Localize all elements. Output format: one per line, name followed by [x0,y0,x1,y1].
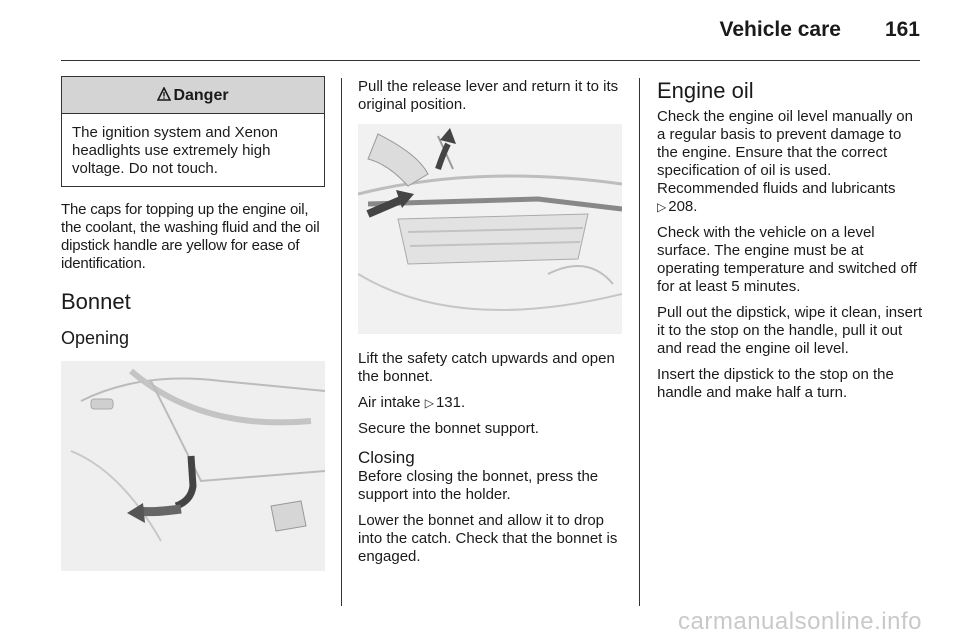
oil-ref: 208. [668,198,698,215]
header-rule [61,60,920,61]
illustration-release-lever [61,361,325,571]
closing-paragraph-1: Before closing the bonnet, press the support into the holder. [358,468,599,503]
section-heading-engine-oil: Engine oil [657,78,754,103]
oil-paragraph-2: Check with the vehicle on a level surface. The engine must be at operating temperature and switched off for at least 5 minutes. [657,224,917,295]
danger-text: The ignition system and Xenon headlights use extremely high voltage. Do not touch. [72,124,278,177]
oil-paragraph-1 [657,108,923,216]
subheading-opening: Opening [61,328,130,348]
section-title: Vehicle care [719,18,841,41]
column-divider-2 [639,78,640,606]
air-intake-ref: 131. [435,394,466,411]
page-header [720,18,920,42]
release-paragraph: Pull the release lever and return it to its original position. [358,78,619,113]
column-divider-1 [341,78,342,606]
watermark: carmanualsonline.info [678,608,922,635]
air-intake-text: Air intake [358,394,421,411]
danger-title: Danger [173,87,229,104]
oil-paragraph-1-text: Check the engine oil level manually on a regular basis to prevent damage to the engine. Ensure that the correct specification of oil is used. Recommended fluids and lubricants [657,108,913,197]
support-paragraph: Secure the bonnet support. [358,420,539,437]
illustration-safety-catch [358,124,622,334]
reference-arrow-icon: ▷ [657,200,667,214]
column-3 [657,78,923,410]
danger-box [61,76,325,187]
intro-paragraph: The caps for topping up the engine oil, the coolant, the washing fluid and the oil dipstick handle are yellow for ease of identification. [61,201,320,272]
warning-triangle-icon [157,87,171,105]
page-number: 161 [884,18,920,41]
danger-header [62,77,324,114]
lift-paragraph: Lift the safety catch upwards and open the bonnet. [358,350,615,385]
column-2 [358,78,624,574]
reference-arrow-icon: ▷ [424,396,434,410]
closing-paragraph-2: Lower the bonnet and allow it to drop into the catch. Check that the bonnet is engaged. [358,512,618,565]
oil-paragraph-3: Pull out the dipstick, wipe it clean, insert it to the stop on the handle, pull it out and read the engine oil level. [657,304,923,357]
column-1 [61,76,325,571]
oil-paragraph-4: Insert the dipstick to the stop on the handle and make half a turn. [657,366,894,401]
section-heading-bonnet: Bonnet [61,289,131,314]
air-intake-paragraph [358,394,624,412]
subheading-closing: Closing [358,448,415,467]
